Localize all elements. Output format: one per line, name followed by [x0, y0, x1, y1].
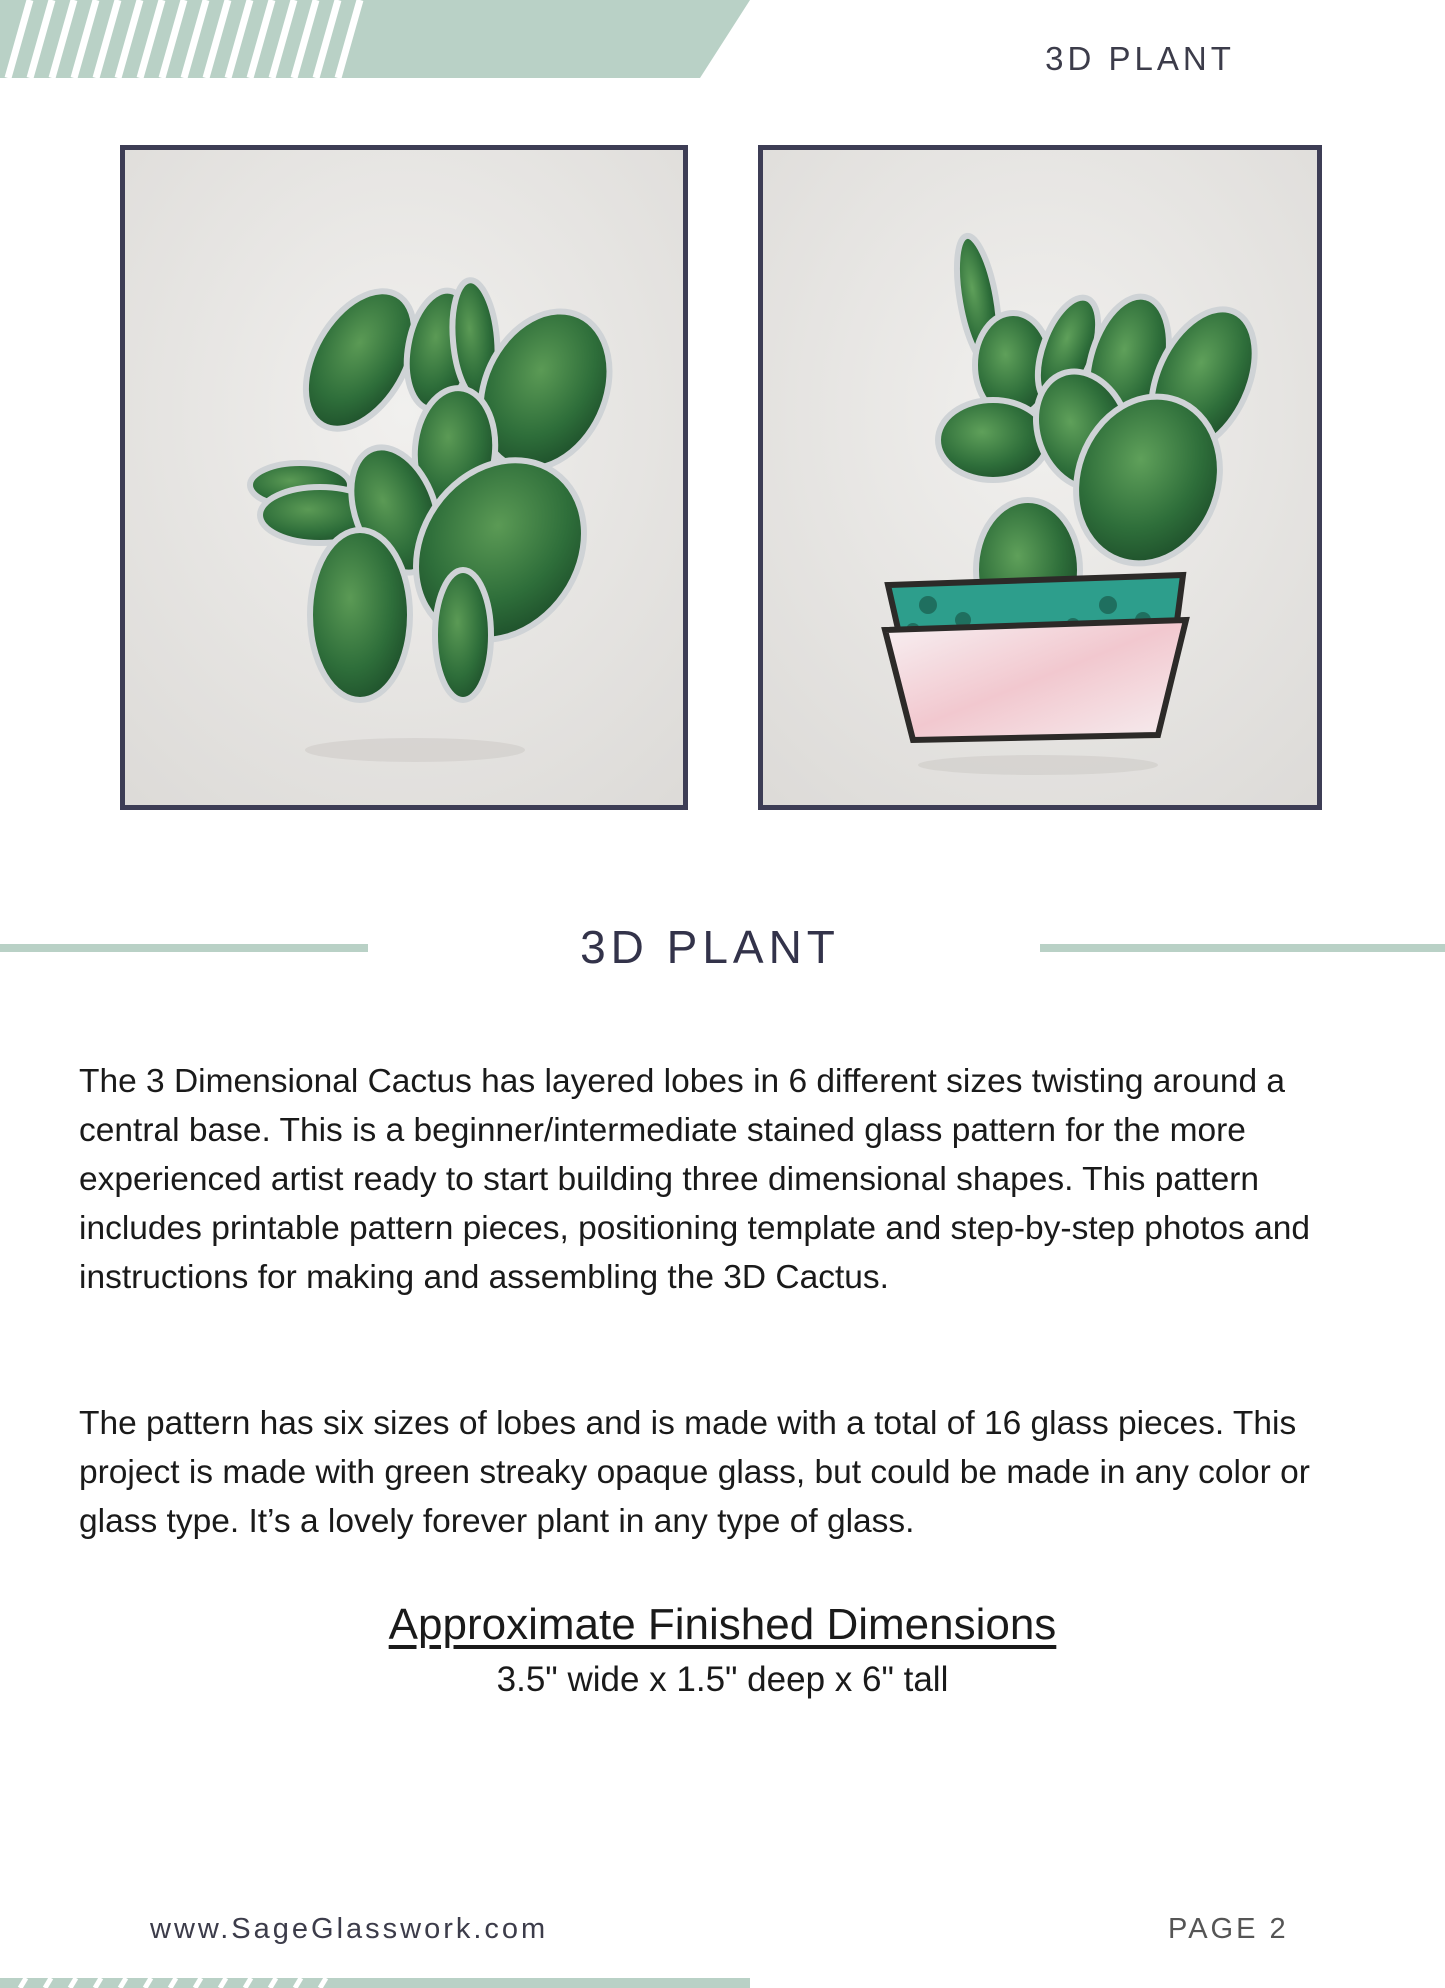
footer-stripe-band	[0, 1978, 750, 1988]
description-paragraph-2: The pattern has six sizes of lobes and is made with a total of 16 glass pieces. This project is made with green streaky opaque glass, but could be made in any color or glass type. It’s a lovely forever plant in any type of glass.	[79, 1405, 1310, 1540]
section-divider-right	[1040, 944, 1445, 952]
description-paragraph-1: The 3 Dimensional Cactus has layered lobes in 6 different sizes twisting around a central base. This is a beginner/intermediate stained glass pattern for the more experienced artist ready to start building three dimensional shapes. This pattern includes printable pattern pieces, positioning template and step-by-step photos and instructions for making and assembling the 3D Cactus.	[79, 1063, 1310, 1296]
footer-website: www.SageGlasswork.com	[150, 1913, 549, 1945]
cactus-illustration-left	[125, 150, 683, 805]
section-divider-left	[0, 944, 368, 952]
header-stripe-band	[0, 0, 760, 78]
cactus-pot-illustration-right	[763, 150, 1317, 805]
page-number: PAGE 2	[1168, 1913, 1289, 1945]
section-title: 3D PLANT	[580, 921, 840, 973]
dimensions-value: 3.5" wide x 1.5" deep x 6" tall	[496, 1660, 949, 1699]
header-label: 3D PLANT	[1045, 40, 1235, 77]
cactus-photo-left	[120, 145, 688, 810]
dimensions-heading: Approximate Finished Dimensions	[388, 1600, 1057, 1649]
cactus-photo-right	[758, 145, 1322, 810]
